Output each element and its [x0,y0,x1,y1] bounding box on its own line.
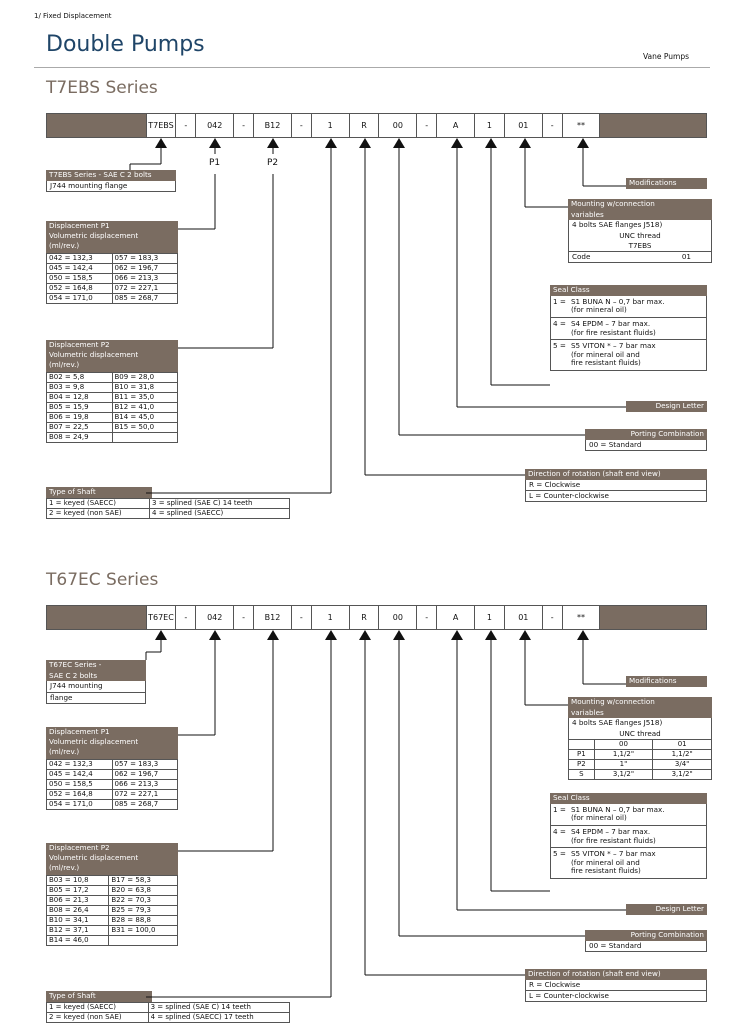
box-row: L = Counter-clockwise [525,991,707,1002]
box-row: J744 mounting flange [46,181,176,192]
code-cell: - [176,114,196,137]
arrow-head [519,138,531,148]
data-table [46,759,178,810]
code-bar [46,605,707,630]
seal-row [550,340,707,371]
modifications-box [626,178,707,189]
seal-text [571,806,665,823]
table-row [47,769,178,779]
box-subheading: (ml/rev.) [46,361,178,372]
table-row [47,885,178,895]
table-row [47,1012,290,1022]
table-cell: P2 [569,759,595,769]
arrow-head [325,138,337,148]
table-row [47,925,178,935]
seal-line: S4 EPDM – 7 bar max. [571,318,651,328]
code-cell: 01 [505,606,543,629]
arrow-head [519,630,531,640]
breadcrumb: 1/ Fixed Displacement [34,12,112,20]
series-box-heading: T7EBS Series - SAE C 2 bolts [46,170,176,181]
table-cell: 052 = 164,8 [47,283,113,293]
shaft-heading: Type of Shaft [46,487,152,498]
mounting-heading: Mounting w/connection [568,199,712,210]
box-row: R = Clockwise [525,480,707,491]
modifications-box [626,676,707,687]
porting-box [585,930,707,952]
table-cell: B14 = 46,0 [47,935,109,945]
arrow-head [393,138,405,148]
arrow-head [485,630,497,640]
table-cell: 054 = 171,0 [47,293,113,303]
table-row [47,1002,290,1012]
arrow-head [577,138,589,148]
series-title: T67EC Series [46,570,159,590]
seal-heading: Seal Class [550,285,707,296]
box-row: 00 = Standard [585,440,707,451]
table-row [47,422,178,432]
code-cell: 042 [196,606,234,629]
data-table [46,1002,290,1023]
table-cell [109,935,178,945]
table-cell: B17 = 58,3 [109,875,178,885]
table-cell: 4 = splined (SAECC) [150,508,290,518]
table-row [47,779,178,789]
code-cell [600,114,706,137]
modifications-label: Modifications [626,178,707,189]
code-cell: R [350,606,380,629]
table-cell: B07 = 22,5 [47,422,113,432]
code-cell: - [234,114,254,137]
table-row [47,293,178,303]
mounting-line: T7EBS [568,241,712,252]
table-cell: 042 = 132,3 [47,253,113,263]
code-cell: T7EBS [147,114,177,137]
table-row [47,875,178,885]
data-table [46,372,178,443]
seal-text [571,828,656,845]
seal-text [571,850,656,876]
table-cell: 00 [594,739,653,749]
table-row [47,895,178,905]
table-row [47,253,178,263]
box-row: flange [46,693,146,704]
table-cell: 1,1/2" [653,749,712,759]
table-cell: 072 = 227,1 [112,789,178,799]
code-cell: 01 [505,114,543,137]
seal-line: (for mineral oil) [571,813,627,823]
table-cell: B03 = 9,8 [47,382,113,392]
box-row: R = Clockwise [525,980,707,991]
code-cell [47,606,147,629]
box-heading: Displacement P1 [46,221,178,232]
table-cell: 3 = splined (SAE C) 14 teeth [150,498,290,508]
table-cell: B10 = 31,8 [112,382,178,392]
table-row [47,498,290,508]
box-row: 00 = Standard [585,941,707,952]
seal-number: 5 = [553,849,566,859]
shaft-heading: Type of Shaft [46,991,152,1002]
code-cell: B12 [254,606,292,629]
data-table [46,498,290,519]
series-box-heading: SAE C 2 bolts [46,671,146,682]
seal-text [571,342,656,368]
table-cell: 3,1/2" [653,769,712,779]
code-cell: R [350,114,380,137]
table-cell: B09 = 28,0 [112,372,178,382]
seal-line: S1 BUNA N – 0,7 bar max. [571,804,665,814]
table-cell: B22 = 70,3 [109,895,178,905]
series-box [46,660,146,704]
table-cell: B06 = 21,3 [47,895,109,905]
box-subheading: Volumetric displacement [46,232,178,243]
porting-box [585,429,707,451]
table-cell: 2 = keyed (non SAE) [47,1012,149,1022]
table-row [47,382,178,392]
box-heading: Displacement P2 [46,843,178,854]
table-cell: 062 = 196,7 [112,769,178,779]
table-row [47,283,178,293]
rotation-box [525,969,707,1002]
table-cell: 2 = keyed (non SAE) [47,508,150,518]
table-cell [569,739,595,749]
series-box [46,170,176,192]
code-cell: 1 [475,606,505,629]
mounting-code-label: Code [572,252,591,262]
seal-text [571,298,665,315]
title-divider [34,67,710,68]
mounting-box [568,199,712,263]
code-cell: 1 [312,114,350,137]
p2-label: P2 [267,158,279,168]
table-row [569,749,712,759]
box-row: J744 mounting [46,681,146,692]
mounting-code-value: 01 [681,252,691,262]
code-cell: - [417,606,437,629]
arrow-head [267,138,279,148]
mounting-heading: Mounting w/connection [568,697,712,708]
table-row [47,915,178,925]
table-cell: 072 = 227,1 [112,283,178,293]
table-cell: B15 = 50,0 [112,422,178,432]
seal-row [550,804,707,826]
seal-line: S5 VITON * – 7 bar max [571,341,656,351]
table-cell: B20 = 63,8 [109,885,178,895]
table-row [47,789,178,799]
seal-line: (for mineral oil and [571,857,640,867]
table-cell: S [569,769,595,779]
shaft-type-box [46,487,290,519]
mounting-line: UNC thread [568,729,712,739]
rotation-heading: Direction of rotation (shaft end view) [525,469,707,480]
series-box-heading: T67EC Series - [46,660,146,671]
displacement-p2-box [46,340,178,443]
seal-line: S4 EPDM – 7 bar max. [571,826,651,836]
data-table [46,253,178,304]
seal-line: fire resistant fluids) [571,866,641,876]
table-cell: B06 = 19,8 [47,412,113,422]
arrow-head [577,630,589,640]
box-subheading: (ml/rev.) [46,864,178,875]
table-cell: 045 = 142,4 [47,263,113,273]
arrow-head [209,630,221,640]
code-cell: - [543,606,563,629]
displacement-p2-box [46,843,178,946]
table-cell: B05 = 15,9 [47,402,113,412]
table-cell: B11 = 35,0 [112,392,178,402]
table-cell: 3,1/2" [594,769,653,779]
code-cell: 1 [312,606,350,629]
table-cell: 1" [594,759,653,769]
code-cell: 1 [475,114,505,137]
code-cell: - [543,114,563,137]
table-cell: B28 = 88,8 [109,915,178,925]
table-row [47,372,178,382]
code-cell: 042 [196,114,234,137]
code-cell: - [292,114,312,137]
table-cell: 052 = 164,8 [47,789,113,799]
mounting-table [568,739,712,780]
mounting-line: UNC thread [568,231,712,241]
shaft-type-box [46,991,290,1023]
table-row [47,263,178,273]
table-cell: 050 = 158,5 [47,273,113,283]
code-cell: ** [563,114,601,137]
code-cell [600,606,706,629]
box-subheading: (ml/rev.) [46,748,178,759]
table-cell: 042 = 132,3 [47,759,113,769]
table-row [569,759,712,769]
table-row [47,799,178,809]
arrow-head [209,138,221,148]
seal-heading: Seal Class [550,793,707,804]
mounting-line: 4 bolts SAE flanges J518) [568,718,712,728]
code-cell: T67EC [147,606,177,629]
seal-row [550,318,707,340]
table-cell: 4 = splined (SAECC) 17 teeth [148,1012,289,1022]
mounting-box [568,697,712,780]
arrow-head [325,630,337,640]
table-cell: 01 [653,739,712,749]
code-cell: - [417,114,437,137]
seal-line: (for mineral oil and [571,349,640,359]
table-cell: 050 = 158,5 [47,779,113,789]
table-cell: B12 = 37,1 [47,925,109,935]
seal-line: (for fire resistant fluids) [571,835,656,845]
table-cell: 066 = 213,3 [112,273,178,283]
seal-row [550,296,707,318]
seal-number: 4 = [553,826,566,836]
code-cell: A [437,606,475,629]
table-cell: B25 = 79,3 [109,905,178,915]
box-subheading: Volumetric displacement [46,351,178,362]
seal-line: (for fire resistant fluids) [571,327,656,337]
porting-heading: Porting Combination [585,930,707,941]
table-cell: B04 = 12,8 [47,392,113,402]
table-row [47,412,178,422]
mounting-line: 4 bolts SAE flanges J518) [568,220,712,230]
p1-label: P1 [209,158,221,168]
arrow-head [155,630,167,640]
table-cell: 1 = keyed (SAECC) [47,1002,149,1012]
table-cell: 1 = keyed (SAECC) [47,498,150,508]
table-cell: 3/4" [653,759,712,769]
code-cell: ** [563,606,601,629]
table-cell: B05 = 17,2 [47,885,109,895]
design-letter-label: Design Letter [626,904,707,915]
table-row [47,905,178,915]
table-row [47,392,178,402]
seal-number: 1 = [553,296,566,306]
code-cell [47,114,147,137]
seal-text [571,320,656,337]
table-row [47,402,178,412]
table-cell: 3 = splined (SAE C) 14 teeth [148,1002,289,1012]
code-cell: - [292,606,312,629]
table-cell: 057 = 183,3 [112,759,178,769]
modifications-label: Modifications [626,676,707,687]
arrow-head [451,630,463,640]
displacement-p1-box [46,727,178,810]
seal-line: S5 VITON * – 7 bar max [571,849,656,859]
seal-line: (for mineral oil) [571,305,627,315]
arrow-head [451,138,463,148]
seal-class-box [550,285,707,371]
table-row [569,769,712,779]
table-row [47,508,290,518]
table-cell: B03 = 10,8 [47,875,109,885]
seal-number: 4 = [553,318,566,328]
table-cell: 085 = 268,7 [112,799,178,809]
code-cell: 00 [379,606,417,629]
category-label: Vane Pumps [643,52,690,61]
seal-row [550,826,707,848]
series-title: T7EBS Series [46,78,158,98]
table-cell: B31 = 100,0 [109,925,178,935]
code-cell: 00 [379,114,417,137]
table-row [47,935,178,945]
code-cell: A [437,114,475,137]
code-cell: B12 [254,114,292,137]
table-cell [112,432,178,442]
table-cell: 085 = 268,7 [112,293,178,303]
displacement-p1-box [46,221,178,304]
porting-heading: Porting Combination [585,429,707,440]
table-row [47,432,178,442]
box-row: L = Counter-clockwise [525,491,707,502]
mounting-heading: variables [568,210,712,221]
arrow-head [485,138,497,148]
rotation-box [525,469,707,502]
page-title: Double Pumps [46,32,205,57]
seal-line: S1 BUNA N – 0,7 bar max. [571,296,665,306]
box-subheading: Volumetric displacement [46,854,178,865]
design-letter-box [626,904,707,915]
table-row [569,739,712,749]
table-cell: 062 = 196,7 [112,263,178,273]
code-bar [46,113,707,138]
box-subheading: (ml/rev.) [46,242,178,253]
arrow-head [393,630,405,640]
seal-line: fire resistant fluids) [571,358,641,368]
table-cell: 1,1/2" [594,749,653,759]
data-table [46,875,178,946]
table-cell: B08 = 24,9 [47,432,113,442]
box-heading: Displacement P1 [46,727,178,738]
table-row [47,273,178,283]
table-cell: 066 = 213,3 [112,779,178,789]
table-cell: B10 = 34,1 [47,915,109,925]
arrow-head [359,630,371,640]
table-cell: P1 [569,749,595,759]
box-heading: Displacement P2 [46,340,178,351]
seal-class-box [550,793,707,879]
seal-number: 1 = [553,804,566,814]
table-row [47,759,178,769]
box-subheading: Volumetric displacement [46,738,178,749]
code-cell: - [176,606,196,629]
arrow-head [155,138,167,148]
design-letter-box [626,401,707,412]
seal-row [550,848,707,879]
table-cell: 057 = 183,3 [112,253,178,263]
seal-number: 5 = [553,341,566,351]
rotation-heading: Direction of rotation (shaft end view) [525,969,707,980]
table-cell: B02 = 5,8 [47,372,113,382]
table-cell: B12 = 41,0 [112,402,178,412]
table-cell: 054 = 171,0 [47,799,113,809]
table-cell: B14 = 45,0 [112,412,178,422]
arrow-head [267,630,279,640]
code-cell: - [234,606,254,629]
table-cell: 045 = 142,4 [47,769,113,779]
design-letter-label: Design Letter [626,401,707,412]
mounting-code-row [568,252,712,263]
table-cell: B08 = 26,4 [47,905,109,915]
mounting-heading: variables [568,708,712,719]
arrow-head [359,138,371,148]
